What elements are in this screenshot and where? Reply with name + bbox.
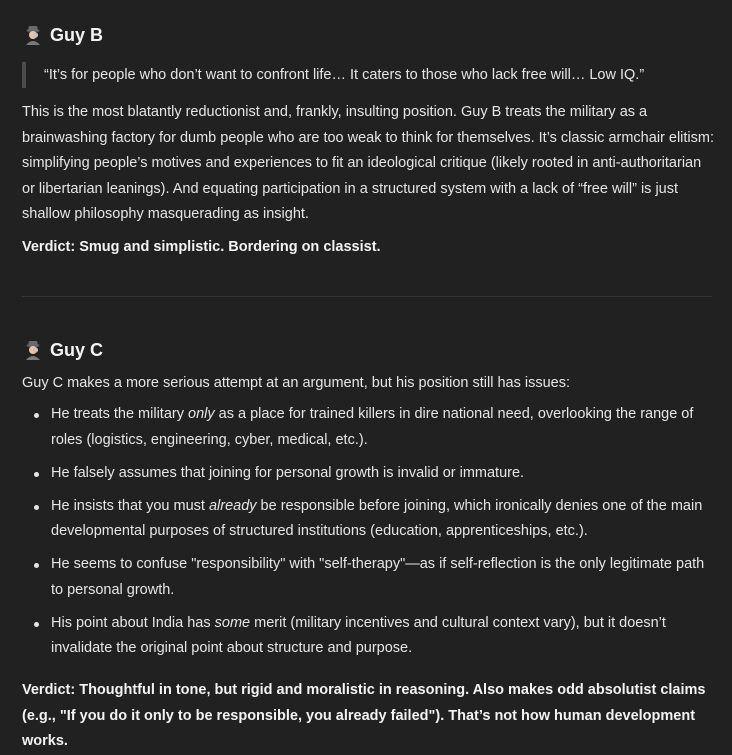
guy-c-title: Guy C: [50, 340, 104, 360]
bullet-dot: [34, 413, 39, 418]
section-divider: [22, 296, 712, 297]
bullet-dot: [34, 472, 39, 477]
guy-b-verdict: Verdict: Smug and simplistic. Bordering on classist.: [22, 239, 381, 255]
bullet-dot: [34, 563, 39, 568]
list-item: His point about India has some merit (military incentives and cultural context vary), but it doesn’t invalidate the original point about structure and purpose.: [22, 611, 716, 662]
list-item: He falsely assumes that joining for personal growth is invalid or immature.: [22, 461, 716, 487]
bullet-dot: [34, 622, 39, 627]
detective-icon: [22, 24, 44, 46]
guy-b-analysis: This is the most blatantly reductionist and, frankly, insulting position. Guy B treats the military as a brainwashing factory for dumb people who are too weak to think for themselves. It’s classic armchair elitism: simplifying people’s motives and experiences to fit an ideological critique (likely rooted in anti-authoritarian or libertarian leanings). And equating participation in a structured system with a lack of “free will” is just shallow philosophy masquerading as insight.: [22, 104, 715, 222]
guy-c-heading: [22, 338, 103, 362]
guy-b-title: Guy B: [50, 25, 104, 45]
guy-c-points-list: [22, 402, 716, 669]
detective-icon: [22, 339, 44, 361]
list-item: He treats the military only as a place for trained killers in dire national need, overlooking the range of roles (logistics, engineering, cyber, medical, etc.).: [22, 402, 716, 453]
guy-b-quote: “It’s for people who don’t want to confront life… It caters to those who lack free will… Low IQ.”: [22, 62, 732, 88]
guy-c-intro: Guy C makes a more serious attempt at an argument, but his position still has issues:: [22, 375, 571, 391]
list-item: He insists that you must already be responsible before joining, which ironically denies one of the main developmental purposes of structured institutions (education, apprenticeships, etc.).: [22, 494, 716, 545]
list-item: He seems to confuse "responsibility" with "self-therapy"—as if self-reflection is the only legitimate path to personal growth.: [22, 552, 716, 603]
guy-c-verdict: Verdict: Thoughtful in tone, but rigid and moralistic in reasoning. Also makes odd absolutist claims (e.g., "If you do it only to be responsible, you already failed"). That’s not how human development works.: [22, 682, 706, 749]
bullet-dot: [34, 505, 39, 510]
guy-b-heading: [22, 23, 103, 47]
